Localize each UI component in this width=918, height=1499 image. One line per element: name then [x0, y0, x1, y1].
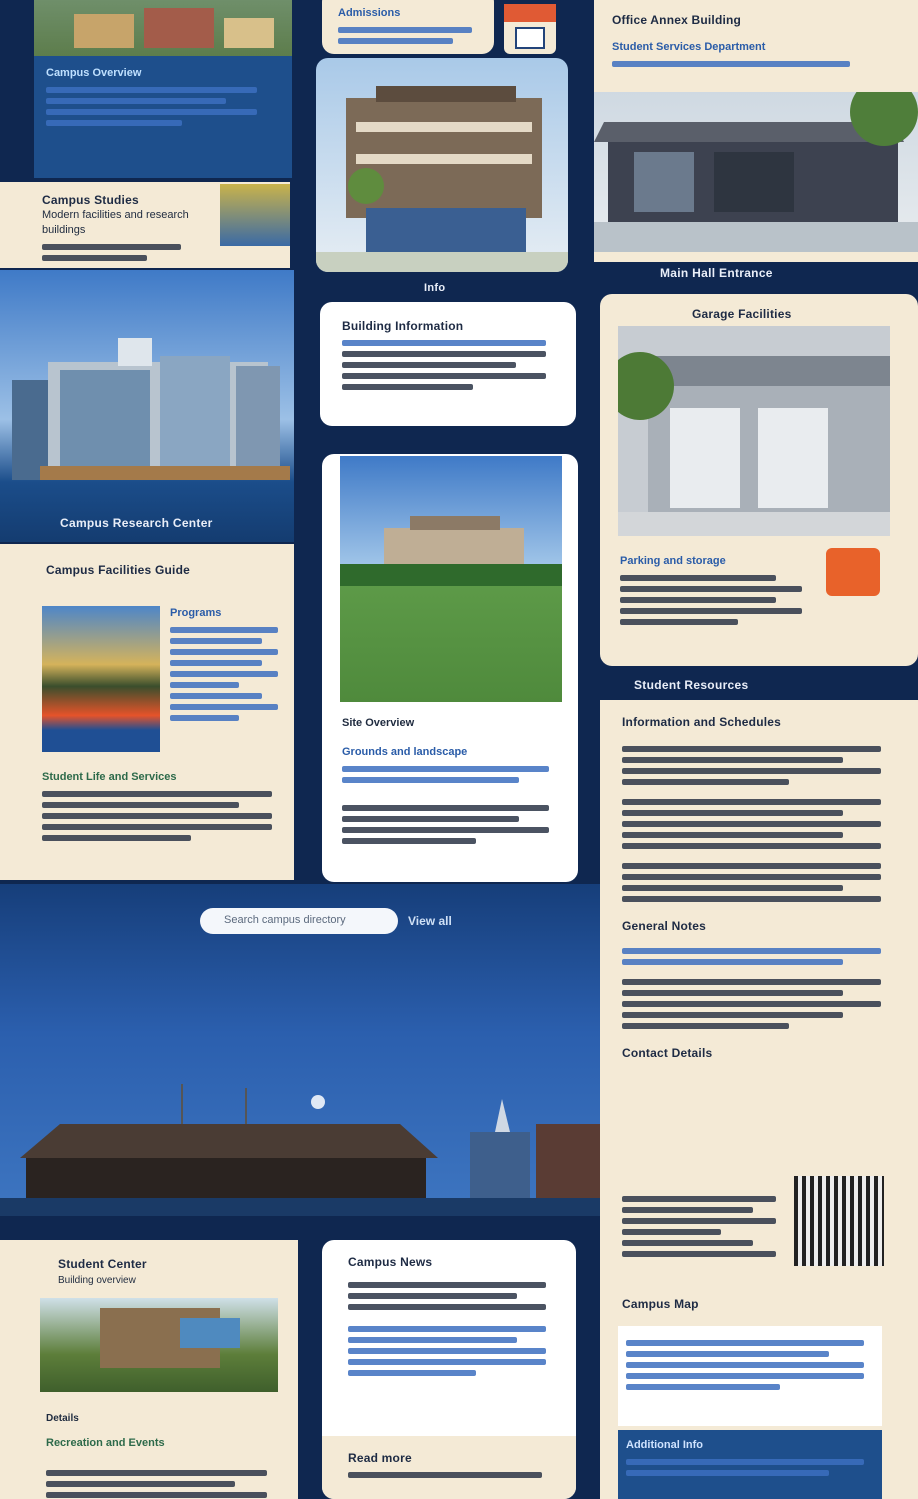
search-input[interactable]: Search campus directory	[224, 914, 346, 926]
student-center-photo	[40, 1298, 278, 1392]
annex-title: Office Annex Building	[612, 13, 742, 27]
research-center-photo	[0, 270, 294, 542]
student-center-label: Details	[46, 1413, 79, 1424]
qr-code[interactable]	[794, 1176, 884, 1266]
site-overview-title: Site Overview	[342, 717, 415, 729]
annex-card[interactable]	[594, 0, 918, 262]
student-center-body-title: Recreation and Events	[46, 1437, 165, 1449]
building-info-title: Building Information	[342, 319, 464, 333]
main-hall-caption: Main Hall Entrance	[660, 266, 773, 280]
search-pill[interactable]	[200, 908, 398, 934]
facilities-card[interactable]	[0, 544, 294, 880]
info-label: Info	[424, 282, 446, 294]
campus-news-title: Campus News	[348, 1255, 433, 1269]
garage-sub: Parking and storage	[620, 555, 726, 567]
campus-news-footer-label[interactable]: Read more	[348, 1451, 412, 1465]
col1-info-body: Modern facilities and research buildings	[42, 209, 189, 237]
facilities-title: Campus Facilities Guide	[46, 563, 190, 577]
contact-details-heading: Contact Details	[622, 1046, 713, 1061]
building-info-card[interactable]	[320, 302, 576, 426]
schedules-card[interactable]	[600, 700, 918, 1499]
campus-news-footer	[322, 1436, 576, 1499]
additional-info-heading: Additional Info	[626, 1439, 703, 1451]
campus-news-card[interactable]	[322, 1240, 576, 1499]
top-left-title: Campus Overview	[46, 67, 142, 79]
view-all-link[interactable]: View all	[408, 914, 452, 928]
lawn-photo	[340, 456, 562, 702]
annex-sub: Student Services Department	[612, 41, 766, 54]
top-left-panel	[34, 0, 292, 178]
col1-info-title: Campus Studies	[42, 193, 139, 207]
col1-info-card[interactable]	[0, 182, 290, 268]
garage-photo	[618, 326, 890, 536]
facilities-side-label: Programs	[170, 607, 222, 619]
research-center-caption: Campus Research Center	[60, 516, 213, 530]
site-overview-card[interactable]	[322, 454, 578, 882]
annex-photo	[594, 92, 918, 252]
student-center-sub: Building overview	[58, 1275, 136, 1286]
student-center-title: Student Center	[58, 1257, 147, 1271]
facilities-photo	[42, 606, 160, 752]
site-overview-sub: Grounds and landscape	[342, 745, 468, 758]
garage-card[interactable]	[600, 294, 918, 666]
top-left-photo	[34, 0, 292, 56]
library-building-photo	[316, 58, 568, 272]
admissions-card[interactable]	[322, 0, 494, 54]
admissions-title: Admissions	[338, 7, 401, 19]
campus-map-heading: Campus Map	[622, 1297, 699, 1311]
home-icon[interactable]	[504, 4, 556, 54]
garage-title: Garage Facilities	[692, 307, 792, 321]
facilities-body-title: Student Life and Services	[42, 771, 177, 783]
additional-info-footer	[618, 1430, 882, 1499]
additional-info-box	[618, 1326, 882, 1426]
schedules-title: Information and Schedules	[622, 715, 782, 729]
garage-logo	[826, 548, 880, 596]
general-notes-heading: General Notes	[622, 919, 706, 934]
student-resources-caption: Student Resources	[634, 678, 749, 692]
col1-thumbnail	[220, 184, 290, 246]
student-center-card[interactable]	[0, 1240, 298, 1499]
